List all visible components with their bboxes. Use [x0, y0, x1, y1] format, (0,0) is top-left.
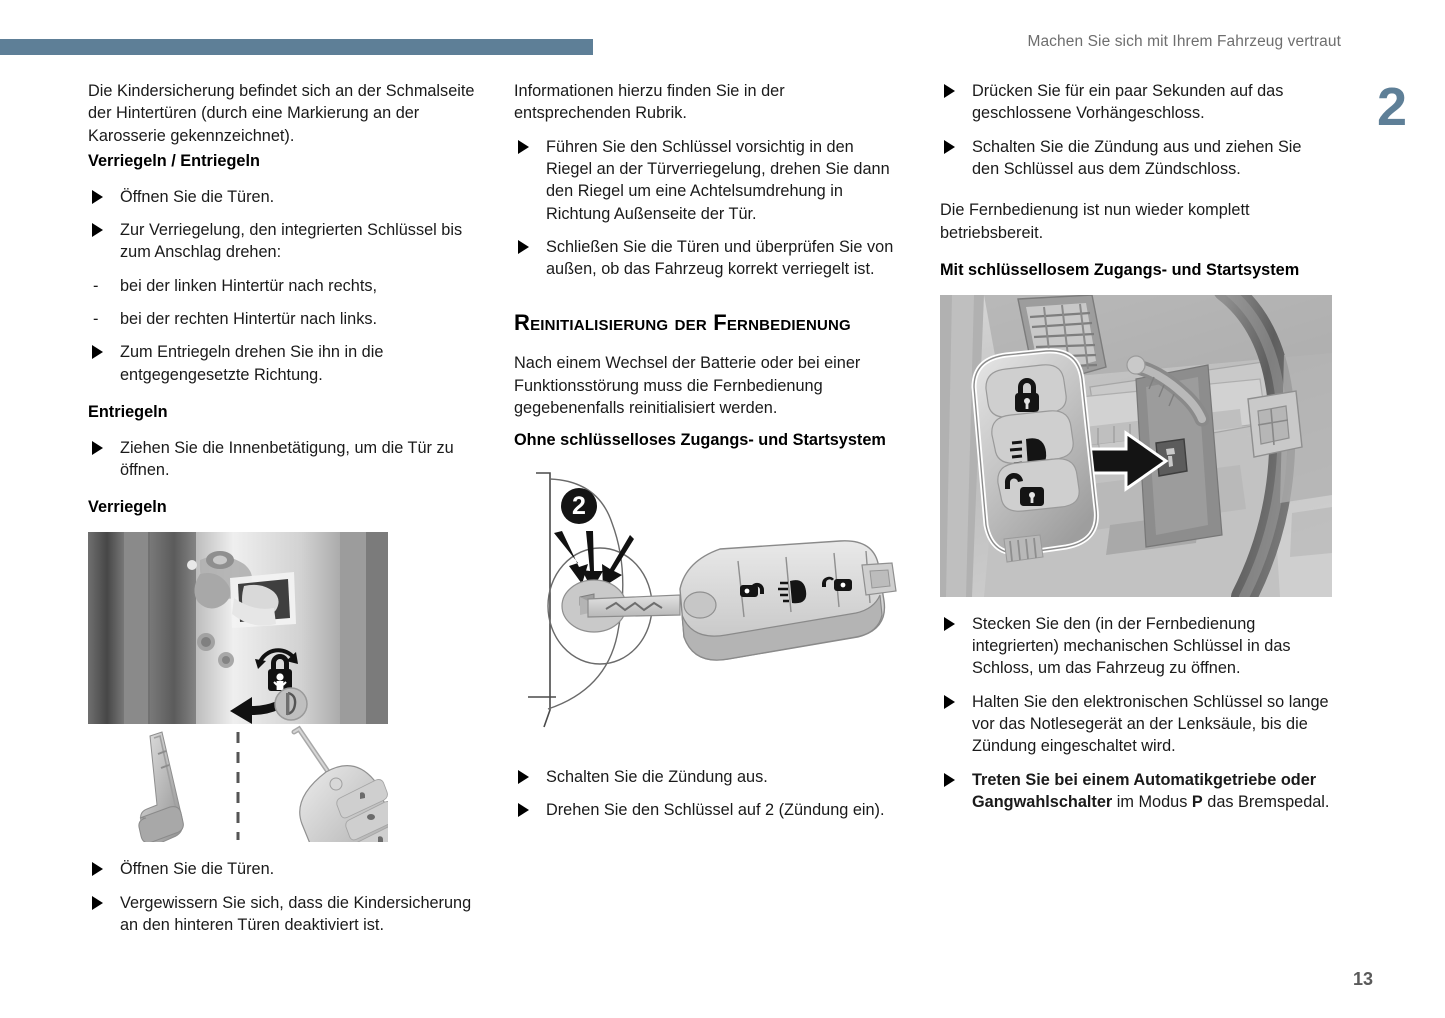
step-text: Drehen Sie den Schlüssel auf 2 (Zündung ein).: [546, 801, 885, 820]
triangle-bullet-icon: [518, 803, 529, 817]
middle-intro-paragraph: Informationen hierzu finden Sie in der entsprechenden Rubrik.: [514, 82, 785, 123]
left-step-list-2: [88, 437, 478, 482]
page-header-title: Machen Sie sich mit Ihrem Fahrzeug vertraut: [1027, 33, 1341, 50]
step-text: Vergewissern Sie sich, dass die Kindersicherung an den hinteren Türen deaktiviert ist.: [120, 893, 472, 934]
list-item: [940, 613, 1332, 680]
list-item: [940, 136, 1332, 181]
key-variants: [139, 729, 388, 842]
triangle-bullet-icon: [944, 84, 955, 98]
triangle-bullet-icon: [92, 441, 103, 455]
folding-remote-key: [294, 729, 388, 842]
triangle-bullet-icon: [92, 896, 103, 910]
triangle-bullet-icon: [944, 695, 955, 709]
key-blade: [588, 595, 680, 617]
triangle-bullet-icon: [92, 862, 103, 876]
triangle-bullet-icon: [518, 770, 529, 784]
step-text-bold-mode: P: [1191, 792, 1203, 811]
heading-mit-schluessellos: Mit schlüssellosem Zugangs- und Startsystem: [940, 260, 1300, 279]
triangle-bullet-icon: [944, 773, 955, 787]
rear-door-child-lock-photo: [88, 532, 388, 842]
fob-grip-detail: [1004, 535, 1043, 562]
heading-verriegeln: Verriegeln: [88, 498, 167, 517]
header-rule: [0, 39, 593, 55]
remote-fob-body: [680, 541, 896, 660]
step-text: Ziehen Sie die Innenbetätigung, um die Tür zu öffnen.: [120, 438, 454, 480]
list-item: [940, 691, 1332, 758]
middle-step-list-1: [514, 136, 904, 281]
triangle-bullet-icon: [518, 240, 529, 254]
chapter-number: 2: [1376, 77, 1407, 137]
step-text-end: das Bremspedal.: [1202, 792, 1330, 811]
list-item: [88, 341, 478, 386]
triangle-bullet-icon: [944, 617, 955, 631]
step-text: Zum Entriegeln drehen Sie ihn in die entgegengesetzte Richtung.: [120, 343, 384, 384]
step-text: Öffnen Sie die Türen.: [120, 860, 275, 879]
step-text: Schalten Sie die Zündung aus und ziehen Sie den Schlüssel aus dem Zündschloss.: [972, 137, 1302, 178]
step-text: bei der rechten Hintertür nach links.: [120, 310, 378, 329]
child-lock-screw: [275, 688, 307, 720]
figure-rear-door-child-lock: [88, 532, 478, 842]
triangle-bullet-icon: [92, 223, 103, 237]
left-intro-paragraph: Die Kindersicherung befindet sich an der Schmalseite der Hintertüren (durch eine Markierung an der Karosserie gekennzeichnet).: [88, 82, 475, 145]
column-middle: [514, 80, 904, 833]
left-step-list-1: [88, 186, 478, 386]
heading-entriegeln: Entriegeln: [88, 402, 168, 421]
callout-badge-2: [561, 488, 597, 524]
step-text: Halten Sie den elektronischen Schlüssel so lange vor das Notlesegerät an der Lenksäule, bis die Zündung eingeschaltet wird.: [972, 692, 1329, 756]
step-text: Führen Sie den Schlüssel vorsichtig in den Riegel an der Türverriegelung, drehen Sie dann den Riegel um eine Achtelsumdrehung in Richtung Außenseite der Tür.: [546, 137, 890, 223]
list-item: [514, 799, 904, 821]
column-left: [88, 80, 478, 947]
list-item: [514, 236, 904, 281]
list-item: [514, 766, 904, 788]
door-edge-photo: [88, 532, 388, 724]
step-text: bei der linken Hintertür nach rechts,: [120, 276, 378, 295]
column-right: [940, 80, 1332, 824]
svg-text:2: 2: [572, 492, 586, 521]
right-step-list-1: [940, 80, 1332, 180]
step-text: Schließen Sie die Türen und überprüfen Sie von außen, ob das Fahrzeug korrekt verriegelt ist.: [546, 237, 894, 279]
step-text: Stecken Sie den (in der Fernbedienung integrierten) mechanischen Schlüssel in das Schloss, um das Fahrzeug zu öffnen.: [972, 614, 1291, 678]
list-item: [88, 437, 478, 482]
list-item: [88, 275, 478, 297]
triangle-bullet-icon: [944, 140, 955, 154]
smart-key-fob-overlay: [974, 351, 1096, 562]
heading-ohne-schluessellos: Ohne schlüsselloses Zugangs- und Startsystem: [514, 431, 886, 450]
list-item: [514, 136, 904, 225]
list-item: [88, 219, 478, 264]
list-item: [940, 769, 1332, 814]
list-item: [88, 858, 478, 880]
steering-wheel-controls[interactable]: [1248, 391, 1302, 457]
unlock-button[interactable]: [998, 459, 1079, 511]
right-paragraph: Die Fernbedienung ist nun wieder komplett betriebsbereit.: [940, 201, 1250, 242]
step-text: Öffnen Sie die Türen.: [120, 187, 275, 206]
step-text: Schalten Sie die Zündung aus.: [546, 768, 768, 787]
list-item: [940, 80, 1332, 125]
step-text: Drücken Sie für ein paar Sekunden auf das geschlossene Vorhängeschloss.: [972, 82, 1284, 123]
figure-dashboard-keyless-reader: [940, 295, 1332, 597]
middle-paragraph: Nach einem Wechsel der Batterie oder bei einer Funktionsstörung muss die Fernbedienung gegebenenfalls reinitialisiert werden.: [514, 354, 861, 418]
list-item: [88, 186, 478, 208]
section-title-reinitialisierung: Reinitialisierung der Fernbedienung: [514, 309, 851, 335]
triangle-bullet-icon: [92, 345, 103, 359]
step-text-bold-lead: Treten Sie bei einem Automatikgetriebe oder Gangwahlschalter: [972, 770, 1317, 811]
key-in-ignition-diagram: [514, 465, 906, 750]
right-step-list-2: [940, 613, 1332, 814]
figure-key-in-ignition: [514, 465, 904, 750]
list-item: [88, 308, 478, 330]
heading-verriegeln-entriegeln: Verriegeln / Entriegeln: [88, 151, 260, 170]
lock-button[interactable]: [986, 365, 1066, 417]
triangle-bullet-icon: [92, 190, 103, 204]
triangle-bullet-icon: [518, 140, 529, 154]
step-text-mid: im Modus: [1112, 792, 1192, 811]
left-step-list-3: [88, 858, 478, 936]
dash-bullet-icon: -: [93, 276, 99, 295]
emergency-key-blade: [139, 732, 183, 842]
middle-step-list-2: [514, 766, 904, 822]
list-item: [88, 892, 478, 937]
dashboard-keyless-reader-photo: [940, 295, 1332, 597]
dash-bullet-icon: -: [93, 310, 99, 329]
page-number: 13: [1352, 969, 1373, 989]
step-text: Zur Verriegelung, den integrierten Schlüssel bis zum Anschlag drehen:: [120, 221, 463, 262]
